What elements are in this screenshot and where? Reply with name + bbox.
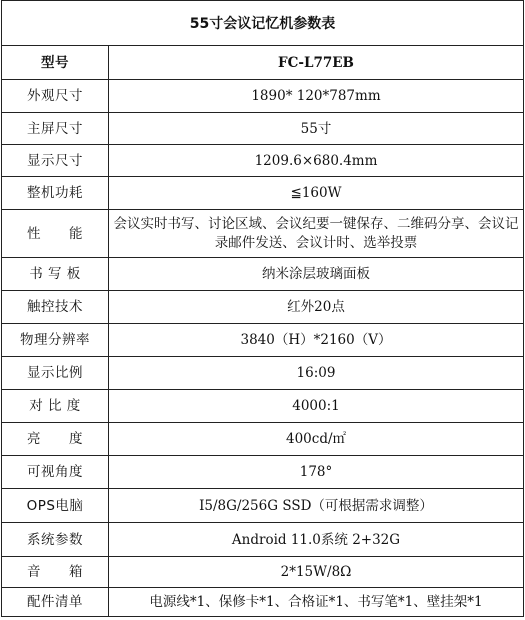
row-value: 会议实时书写、讨论区域、会议纪要一键保存、二维码分享、会议记录邮件发送、会议计时、选举投票 <box>109 210 524 258</box>
row-value: 1890* 120*787mm <box>109 80 524 113</box>
table-row <box>2 210 524 258</box>
table-row <box>2 145 524 177</box>
row-label: 亮 度 <box>2 423 109 456</box>
row-value: 4000:1 <box>109 390 524 423</box>
row-label: 可视角度 <box>2 456 109 489</box>
row-value: 纳米涂层玻璃面板 <box>109 258 524 291</box>
row-value: 2*15W/8Ω <box>109 557 524 588</box>
row-label: 配件清单 <box>2 588 109 617</box>
row-label: 主屏尺寸 <box>2 113 109 145</box>
row-value: 16:09 <box>109 357 524 390</box>
row-label: 性 能 <box>2 210 109 258</box>
table-row <box>2 324 524 357</box>
row-value: 178° <box>109 456 524 489</box>
spec-sheet <box>1 0 524 617</box>
spec-table <box>1 45 524 617</box>
header-value: FC-L77EB <box>109 46 524 80</box>
row-value: 55寸 <box>109 113 524 145</box>
table-row <box>2 258 524 291</box>
table-row <box>2 588 524 617</box>
table-row <box>2 423 524 456</box>
row-value: 电源线*1、保修卡*1、合格证*1、书写笔*1、壁挂架*1 <box>109 588 524 617</box>
table-row <box>2 357 524 390</box>
table-header-row <box>2 46 524 80</box>
row-label: 音 箱 <box>2 557 109 588</box>
row-value: Android 11.0系统 2+32G <box>109 523 524 557</box>
row-label: OPS电脑 <box>2 489 109 523</box>
sheet-title: 55寸会议记忆机参数表 <box>1 0 524 45</box>
row-label: 触控技术 <box>2 291 109 324</box>
table-row <box>2 489 524 523</box>
table-row <box>2 390 524 423</box>
row-label: 显示尺寸 <box>2 145 109 177</box>
row-label: 物理分辨率 <box>2 324 109 357</box>
row-value: 红外20点 <box>109 291 524 324</box>
row-value: 400cd/㎡ <box>109 423 524 456</box>
table-row <box>2 291 524 324</box>
table-row <box>2 456 524 489</box>
table-row <box>2 557 524 588</box>
row-label: 显示比例 <box>2 357 109 390</box>
row-label: 系统参数 <box>2 523 109 557</box>
row-value: 1209.6×680.4mm <box>109 145 524 177</box>
row-value: ≦160W <box>109 177 524 210</box>
table-row <box>2 113 524 145</box>
row-label: 对 比 度 <box>2 390 109 423</box>
header-label: 型号 <box>2 46 109 80</box>
row-value: I5/8G/256G SSD（可根据需求调整） <box>109 489 524 523</box>
table-row <box>2 177 524 210</box>
row-label: 书 写 板 <box>2 258 109 291</box>
row-label: 整机功耗 <box>2 177 109 210</box>
row-value: 3840（H）*2160（V） <box>109 324 524 357</box>
table-row <box>2 523 524 557</box>
row-label: 外观尺寸 <box>2 80 109 113</box>
table-row <box>2 80 524 113</box>
